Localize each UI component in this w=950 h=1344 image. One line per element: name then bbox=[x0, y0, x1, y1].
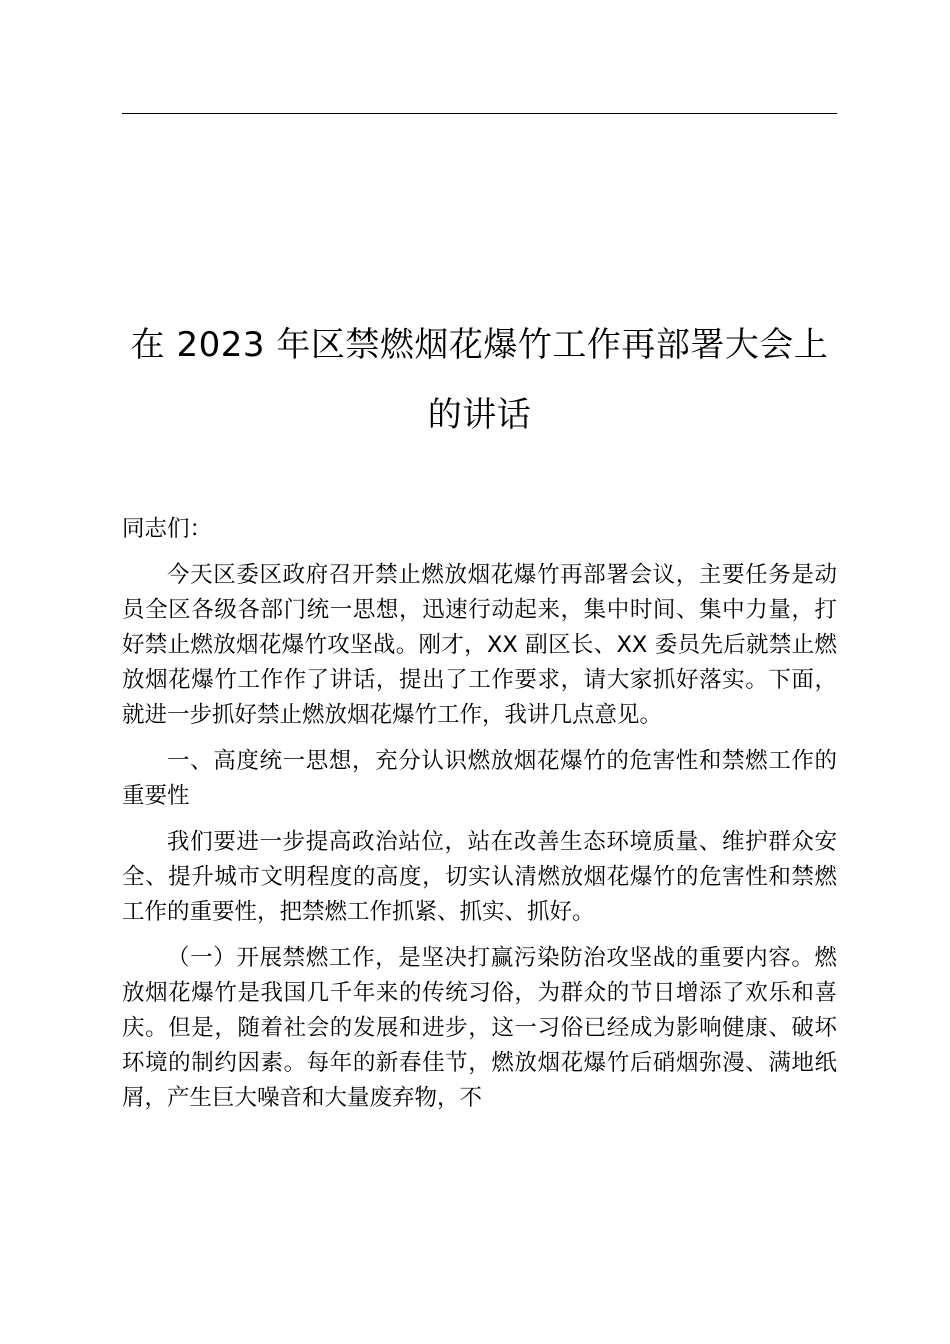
paragraph-intro: 今天区委区政府召开禁止燃放烟花爆竹再部署会议，主要任务是动员全区各级各部门统一思想，迅速行动起来，集中时间、集中力量，打好禁止燃放烟花爆竹攻坚战。刚才，XX 副区长、XX 委员先后就禁止燃放烟花爆竹工作作了讲话，提出了工作要求，请大家抓好落实。下面，就进一步抓好禁止燃放烟花爆竹工作，我讲几点意见。 bbox=[122, 562, 837, 728]
document-title bbox=[122, 310, 837, 450]
title-line-2: 的讲话 bbox=[427, 395, 532, 435]
header-rule bbox=[122, 113, 837, 114]
paragraph-section-1: 我们要进一步提高政治站位，站在改善生态环境质量、维护群众安全、提升城市文明程度的高度，切实认清燃放烟花爆竹的危害性和禁燃工作的重要性，把禁燃工作抓紧、抓实、抓好。 bbox=[122, 829, 837, 925]
document-body bbox=[122, 512, 837, 1127]
paragraph-subsection-1: （一）开展禁燃工作，是坚决打赢污染防治攻坚战的重要内容。燃放烟花爆竹是我国几千年来的传统习俗，为群众的节日增添了欢乐和喜庆。但是，随着社会的发展和进步，这一习俗已经成为影响健康、破坏环境的制约因素。每年的新春佳节，燃放烟花爆竹后硝烟弥漫、满地纸屑，产生巨大噪音和大量废弃物，不 bbox=[122, 945, 837, 1111]
title-line-1: 在 2023 年区禁燃烟花爆竹工作再部署大会上 bbox=[130, 325, 829, 365]
section-heading-1: 一、高度统一思想，充分认识燃放烟花爆竹的危害性和禁燃工作的重要性 bbox=[122, 748, 837, 809]
salutation: 同志们： bbox=[122, 516, 213, 542]
